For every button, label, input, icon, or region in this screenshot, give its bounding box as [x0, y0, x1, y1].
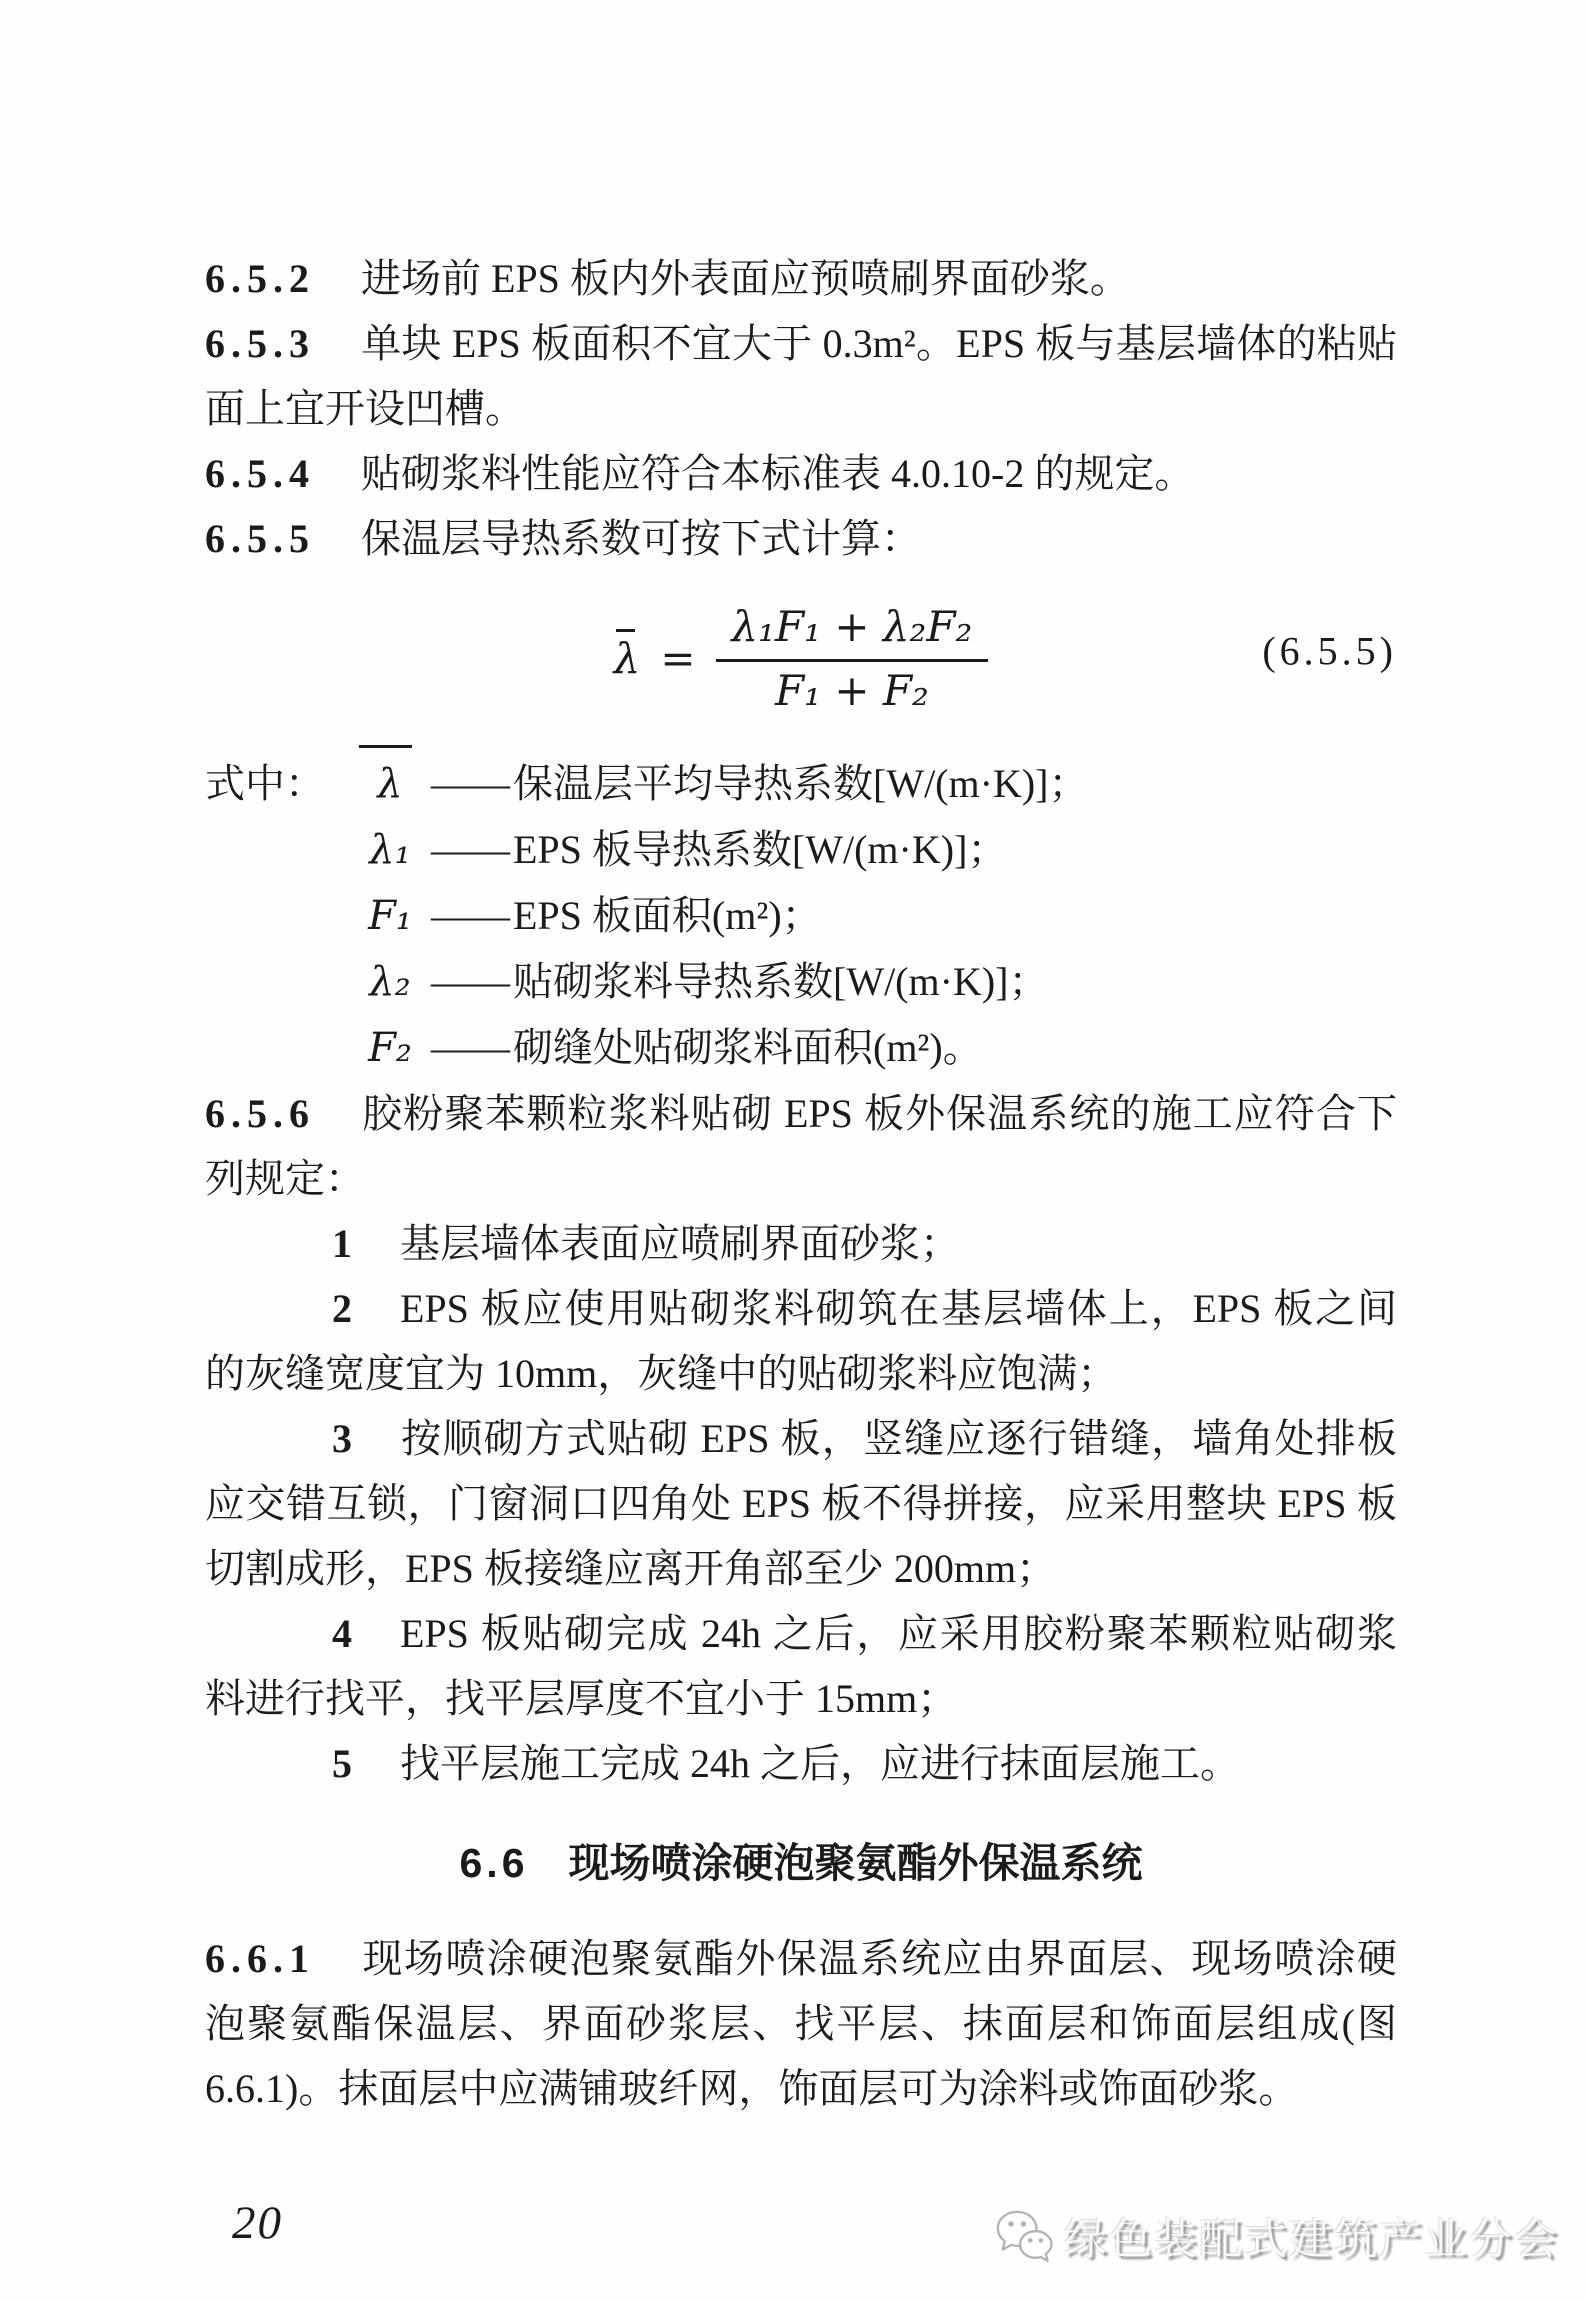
where-prefix: 式中：	[205, 761, 325, 806]
definition-text: 砌缝处贴砌浆料面积(m²)。	[513, 1025, 983, 1070]
clause-6-5-6	[205, 1081, 1397, 1211]
item-text: 按顺砌方式贴砌 EPS 板，竖缝应逐行错缝，墙角处排板应交错互锁，门窗洞口四角处 EPS 板不得拼接，应采用整块 EPS 板切割成形，EPS 板接缝应离开角部至少 200mm；	[205, 1416, 1397, 1591]
item-number: 1	[332, 1221, 352, 1266]
where-prefix-spacer	[205, 1015, 353, 1081]
section-heading-6-6	[205, 1831, 1397, 1896]
list-item-3	[205, 1406, 1397, 1601]
item-text: 基层墙体表面应喷刷界面砂浆；	[400, 1221, 960, 1266]
clause-6-5-5	[205, 506, 1397, 571]
item-number: 3	[332, 1416, 352, 1461]
where-prefix-spacer	[205, 949, 353, 1015]
term-lambda-1: λ₁	[369, 827, 411, 873]
clause-number: 6.6.1	[205, 1936, 315, 1981]
clause-text: 单块 EPS 板面积不宜大于 0.3m²。EPS 板与基层墙体的粘贴面上宜开设凹槽。	[205, 321, 1397, 431]
term-F-1: F₁	[368, 893, 412, 939]
where-definitions	[205, 751, 1397, 1081]
list-item-1	[205, 1211, 1397, 1276]
item-number: 4	[332, 1611, 352, 1656]
fraction	[716, 603, 989, 715]
definition-text: 保温层平均导热系数[W/(m·K)]；	[513, 761, 1089, 806]
footer-watermark	[992, 2206, 1559, 2267]
list-item-4	[205, 1601, 1397, 1731]
definition-text: EPS 板面积(m²)；	[513, 893, 822, 938]
where-prefix-spacer	[205, 817, 353, 883]
wechat-icon	[992, 2208, 1054, 2266]
list-item-2	[205, 1276, 1397, 1406]
equation-6-5-5	[205, 585, 1397, 733]
term-F-2: F₂	[368, 1025, 412, 1071]
clause-number: 6.5.3	[205, 321, 315, 366]
definition-text: 贴砌浆料导热系数[W/(m·K)]；	[513, 959, 1049, 1004]
fraction-denominator: F₁ + F₂	[774, 665, 929, 715]
clause-6-5-2	[205, 246, 1397, 311]
definition-dash: ——	[431, 959, 509, 1004]
clause-text: 贴砌浆料性能应符合本标准表 4.0.10-2 的规定。	[361, 451, 1195, 496]
fraction-numerator: λ₁F₁ + λ₂F₂	[716, 603, 989, 661]
definition-row	[205, 949, 1397, 1015]
formula-lambda-average	[614, 603, 989, 715]
page-number: 20	[232, 2197, 283, 2249]
equation-number: (6.5.5)	[1262, 628, 1397, 674]
definition-dash: ——	[431, 761, 509, 806]
clause-number: 6.5.2	[205, 256, 315, 301]
section-number: 6.6	[459, 1840, 529, 1886]
item-text: 找平层施工完成 24h 之后，应进行抹面层施工。	[400, 1741, 1240, 1786]
item-number: 2	[332, 1286, 352, 1331]
footer-brand-text: 绿色装配式建筑产业分会	[1064, 2216, 1559, 2264]
equals-sign: =	[660, 633, 696, 683]
definition-dash: ——	[431, 893, 509, 938]
definition-text: EPS 板导热系数[W/(m·K)]；	[513, 827, 1008, 872]
item-text: EPS 板应使用贴砌浆料砌筑在基层墙体上，EPS 板之间的灰缝宽度宜为 10mm，灰缝中的贴砌浆料应饱满；	[205, 1286, 1397, 1396]
clause-6-5-3	[205, 311, 1397, 441]
where-prefix-spacer	[205, 883, 353, 949]
item-number: 5	[332, 1741, 352, 1786]
clause-number: 6.5.4	[205, 451, 315, 496]
clause-6-5-4	[205, 441, 1397, 506]
page-body	[205, 246, 1397, 2121]
clause-text: 现场喷涂硬泡聚氨酯外保温系统应由界面层、现场喷涂硬泡聚氨酯保温层、界面砂浆层、找平层、抹面层和饰面层组成(图 6.6.1)。抹面层中应满铺玻纤网，饰面层可为涂料或饰面砂浆。	[205, 1936, 1397, 2111]
term-lambda-bar: λ	[353, 751, 427, 817]
clause-6-6-1	[205, 1926, 1397, 2121]
clause-number: 6.5.5	[205, 516, 315, 561]
definition-row	[205, 1015, 1397, 1081]
list-item-5	[205, 1731, 1397, 1796]
definition-row	[205, 883, 1397, 949]
term-lambda-2: λ₂	[369, 959, 411, 1005]
item-text: EPS 板贴砌完成 24h 之后，应采用胶粉聚苯颗粒贴砌浆料进行找平，找平层厚度不宜小于 15mm；	[205, 1611, 1397, 1721]
definition-dash: ——	[431, 827, 509, 872]
definition-row	[205, 751, 1397, 817]
lambda-bar-symbol: λ	[613, 633, 641, 683]
clause-text: 进场前 EPS 板内外表面应预喷刷界面砂浆。	[361, 256, 1130, 301]
clause-text: 胶粉聚苯颗粒浆料贴砌 EPS 板外保温系统的施工应符合下列规定：	[205, 1091, 1397, 1201]
clause-text: 保温层导热系数可按下式计算：	[361, 516, 921, 561]
definition-row	[205, 817, 1397, 883]
section-title: 现场喷涂硬泡聚氨酯外保温系统	[568, 1840, 1143, 1886]
definition-dash: ——	[431, 1025, 509, 1070]
clause-number: 6.5.6	[205, 1091, 315, 1136]
